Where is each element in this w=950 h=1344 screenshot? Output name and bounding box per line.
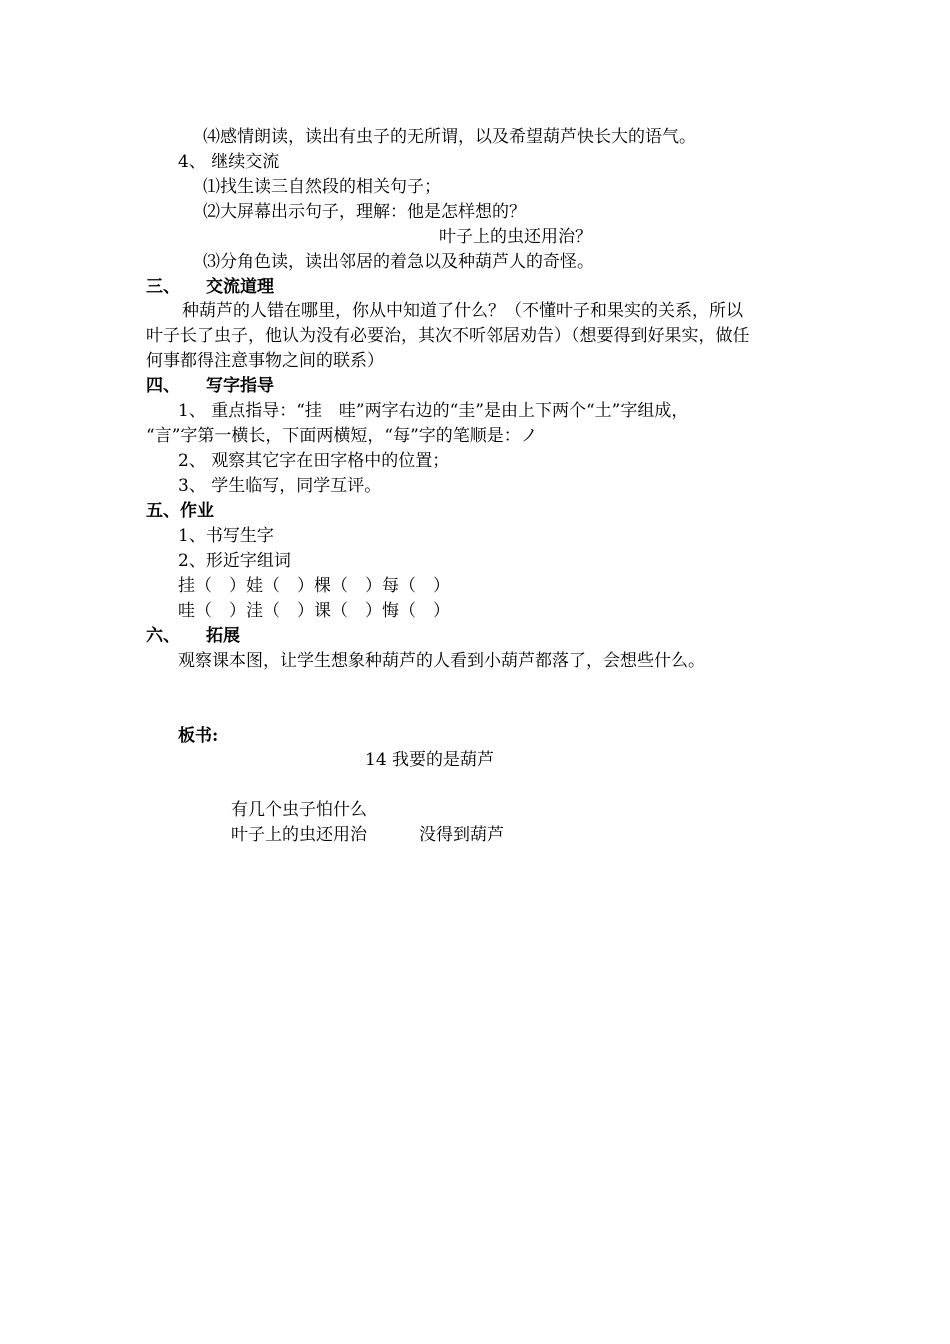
section-3-paragraph-line-3: 何事都得注意事物之间的联系） [146,351,384,371]
section-6-title: 拓展 [206,626,240,646]
section-4-title: 写字指导 [206,376,274,396]
step-4-item-2: ⑵大屏幕出示句子，理解：他是怎样想的？ [203,202,526,222]
board-line-2-left: 叶子上的虫还用治 [231,825,367,845]
section-3-heading [146,276,274,298]
section-6-text: 观察课本图，让学生想象种葫芦的人看到小葫芦都落了，会想些什么。 [178,651,705,671]
section-3-paragraph-line-1: 种葫芦的人错在哪里，你从中知道了什么？（不懂叶子和果实的关系，所以 [182,301,743,321]
step-4-item-3: ⑶分角色读，读出邻居的着急以及种葫芦人的奇怪。 [203,252,594,272]
step-4-item-1: ⑴找生读三自然段的相关句子； [203,177,441,197]
section-4-item-3: 3、 学生临写，同学互评。 [178,476,382,496]
step-4-4-text: ⑷感情朗读，读出有虫子的无所谓，以及希望葫芦快长大的语气。 [203,127,696,147]
step-4-item-2-sentence: 叶子上的虫还用治？ [439,227,592,247]
board-title: 14 我要的是葫芦 [365,750,495,770]
section-5-item-1: 1、书写生字 [178,526,274,546]
board-line-1: 有几个虫子怕什么 [231,800,367,820]
board-line-2-right: 没得到葫芦 [419,825,504,845]
section-4-item-2: 2、 观察其它字在田字格中的位置； [178,451,450,471]
section-3-number: 三、 [146,277,180,297]
step-4-heading: 4、 继续交流 [178,152,280,172]
section-4-heading [146,375,274,397]
section-4-number: 四、 [146,376,180,396]
word-group-row-2: 哇（ ）洼（ ）课（ ）悔（ ） [178,601,450,621]
section-3-title: 交流道理 [206,277,274,297]
section-3-paragraph-line-2: 叶子长了虫子，他认为没有必要治，其次不听邻居劝告）（想要得到好果实，做任 [146,326,750,346]
word-group-row-1: 挂（ ）娃（ ）棵（ ）每（ ） [178,576,450,596]
section-6-heading [146,625,240,647]
section-4-item-1-line-1: 1、 重点指导：“挂 哇”两字右边的“圭”是由上下两个“土”字组成， [178,401,689,421]
section-5-item-2: 2、形近字组词 [178,551,291,571]
section-6-number: 六、 [146,626,180,646]
section-4-item-1-line-2: “言”字第一横长，下面两横短，“每”字的笔顺是：ノ [146,426,538,446]
board-label: 板书: [178,726,219,746]
section-5-heading: 五、作业 [146,501,214,521]
